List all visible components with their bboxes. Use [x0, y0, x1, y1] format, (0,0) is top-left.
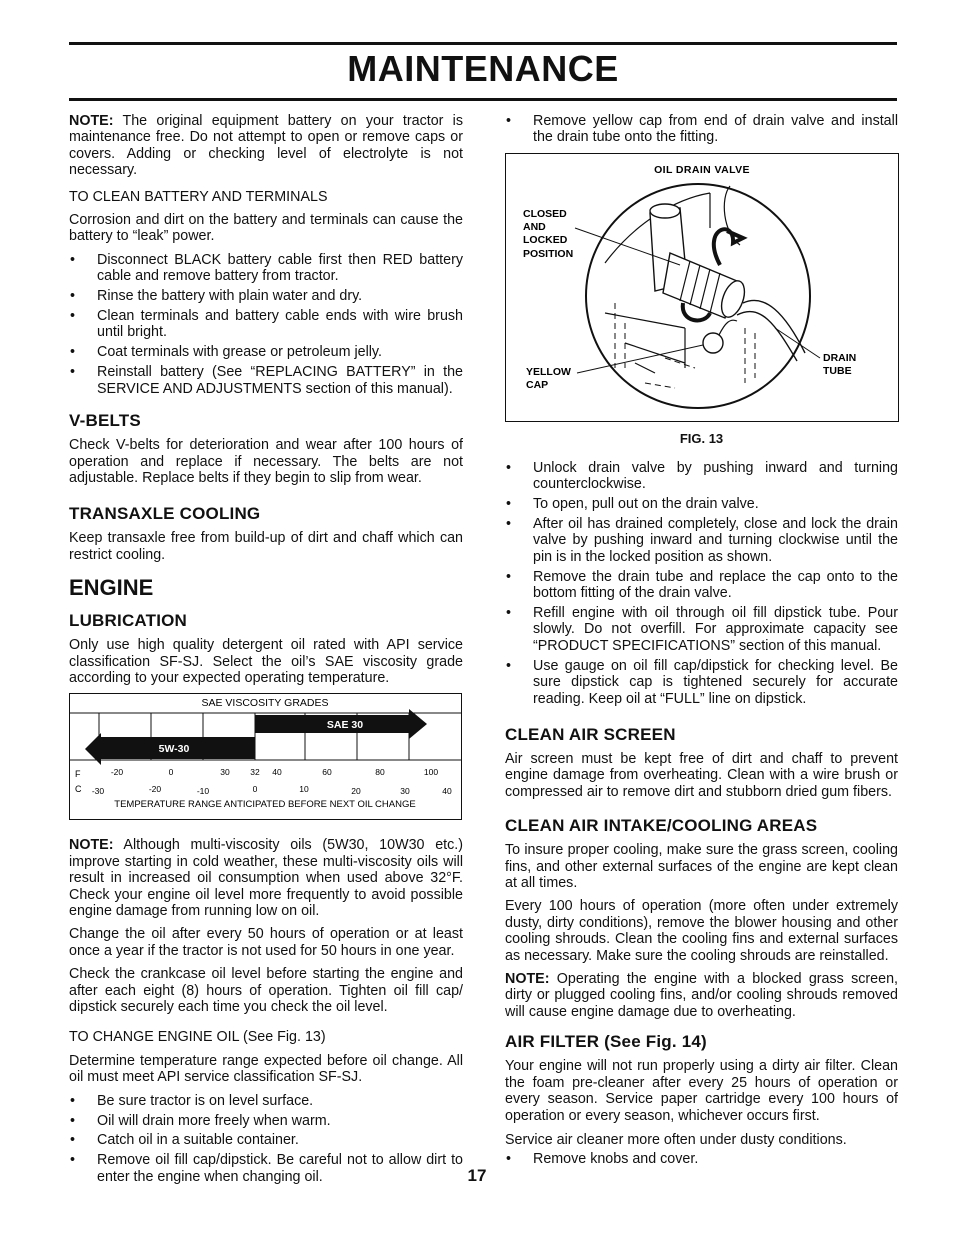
- closed-label: CLOSED: [523, 207, 567, 220]
- list-item: • Be sure tractor is on level surface.: [69, 1093, 463, 1109]
- drain-tube-label: TUBE: [823, 364, 852, 377]
- check-crankcase: Check the crankcase oil level before starting the engine and after each eight (8) hours of operation. Tighten oil fill cap/ dipstick securely each time you check the oil level.: [69, 966, 463, 1015]
- oil-drain-valve-figure: [505, 153, 900, 423]
- lubrication-heading: LUBRICATION: [69, 611, 188, 631]
- 5w30-label: 5W-30: [158, 743, 190, 756]
- figure-caption: FIG. 13: [679, 430, 724, 446]
- viscosity-chart-footer: TEMPERATURE RANGE ANTICIPATED BEFORE NEXT OIL CHANGE: [114, 799, 416, 811]
- c-tick: -10: [196, 786, 210, 797]
- list-item: • Remove the drain tube and replace the cap onto to the bottom fitting of the drain valve.: [505, 569, 898, 602]
- valve-top: [650, 204, 680, 218]
- celsius-label: C: [75, 784, 82, 795]
- multi-viscosity-note: NOTE: Although multi-viscosity oils (5W30, 10W30 etc.) improve starting in cold weather, these multi-viscosity oils will result in increased oil consumption when used above 32°F. Check your engine oil level more frequently to avoid possible engine damage from running low on oil.: [69, 837, 463, 919]
- list-item: • Clean terminals and battery cable ends with wire brush until bright.: [69, 308, 463, 341]
- transaxle-text: Keep transaxle free from build-up of dirt and chaff which can restrict cooling.: [69, 530, 463, 563]
- clean-air-intake-text-2: Every 100 hours of operation (more often under extremely dusty, dirty conditions), remove the blower housing and other cooling shrouds. Clean the cooling fins and external surfaces as necessary. Make sure the cooling shrouds are reinstalled.: [505, 898, 898, 964]
- vbelts-heading: V-BELTS: [69, 411, 141, 431]
- left-column: [69, 113, 463, 1191]
- change-oil-heading: TO CHANGE ENGINE OIL (See Fig. 13): [69, 1029, 326, 1046]
- intake-note: NOTE: Operating the engine with a blocked grass screen, dirty or plugged cooling fins, and/or cooling shrouds removed will cause engine damage due to overheating.: [505, 971, 898, 1020]
- closed-label: AND: [523, 220, 546, 233]
- list-item: • Remove oil fill cap/dipstick. Be careful not to allow dirt to enter the engine when changing oil.: [69, 1152, 463, 1185]
- yellow-cap: [703, 333, 723, 353]
- closed-label: POSITION: [523, 247, 574, 260]
- f-tick: 80: [375, 767, 385, 778]
- change-oil-intro: Determine temperature range expected before oil change. All oil must meet API service classification SF-SJ.: [69, 1052, 463, 1086]
- page-number: 17: [467, 1166, 487, 1185]
- c-tick: 20: [351, 786, 361, 797]
- yellow-cap-label: YELLOW: [526, 365, 571, 378]
- air-filter-heading: AIR FILTER (See Fig. 14): [505, 1032, 707, 1052]
- top-rule: [69, 42, 897, 45]
- air-filter-text-2: Service air cleaner more often under dusty conditions.: [505, 1131, 847, 1148]
- clean-battery-intro: Corrosion and dirt on the battery and terminals can cause the battery to “leak” power.: [69, 212, 463, 245]
- list-item: • Disconnect BLACK battery cable first then RED battery cable and remove battery from tractor.: [69, 252, 463, 285]
- sae30-label: SAE 30: [326, 719, 364, 732]
- engine-heading: ENGINE: [69, 575, 154, 601]
- list-item: • Coat terminals with grease or petroleum jelly.: [69, 344, 463, 360]
- list-item: • Rinse the battery with plain water and dry.: [69, 288, 463, 304]
- oil-change-interval: Change the oil after every 50 hours of operation or at least once a year if the tractor is not used for 50 hours in one year.: [69, 926, 463, 959]
- c-tick: -20: [148, 784, 162, 795]
- battery-steps-list: [69, 252, 463, 397]
- f-tick: 30: [220, 767, 230, 778]
- c-tick: 30: [400, 786, 410, 797]
- c-tick: 10: [299, 784, 309, 795]
- c-tick: -30: [91, 786, 105, 797]
- f-tick: 60: [322, 767, 332, 778]
- air-filter-text: Your engine will not run properly using a dirty air filter. Clean the foam pre-cleaner after every 25 hours of operation or every season. Service paper cartridge every 100 hours of operation or every season, whichever occurs first.: [505, 1058, 898, 1124]
- f-tick: 0: [168, 767, 174, 778]
- list-item: • To open, pull out on the drain valve.: [505, 496, 898, 512]
- clean-air-screen-text: Air screen must be kept free of dirt and chaff to prevent engine damage from overheating. Clean with a wire brush or compressed air to remove dirt and stubborn dried gum fibers.: [505, 751, 898, 800]
- clean-air-screen-heading: CLEAN AIR SCREEN: [505, 725, 676, 744]
- c-tick: 40: [442, 786, 452, 797]
- c-tick: 0: [252, 784, 258, 795]
- drain-steps-list: [505, 460, 898, 707]
- list-item: • Refill engine with oil through oil fill dipstick tube. Pour slowly. Do not overfill. For approximate capacity see “PRODUCT SPECIFICATIONS” section of this manual.: [505, 605, 898, 654]
- f-tick: 40: [272, 767, 282, 778]
- viscosity-chart-title: SAE VISCOSITY GRADES: [201, 697, 329, 710]
- list-item: • Reinstall battery (See “REPLACING BATTERY” in the SERVICE AND ADJUSTMENTS section of this manual).: [69, 364, 463, 397]
- list-item: • After oil has drained completely, close and lock the drain valve by pushing inward and turning clockwise until the pin is in the locked position as shown.: [505, 516, 898, 565]
- page-title: MAINTENANCE: [347, 48, 619, 89]
- fahrenheit-label: F: [75, 769, 81, 780]
- f-tick: 32: [250, 767, 260, 778]
- clean-air-intake-heading: CLEAN AIR INTAKE/COOLING AREAS: [505, 816, 818, 836]
- list-item: • Remove yellow cap from end of drain valve and install the drain tube onto the fitting.: [505, 113, 898, 146]
- list-item: • Unlock drain valve by pushing inward and turning counterclockwise.: [505, 460, 898, 493]
- title-rule: [69, 98, 897, 101]
- clean-air-intake-text: To insure proper cooling, make sure the grass screen, cooling fins, and other external surfaces of the engine are kept clean at all times.: [505, 842, 898, 892]
- list-item: • Catch oil in a suitable container.: [69, 1132, 463, 1148]
- list-item: • Remove knobs and cover.: [505, 1151, 898, 1167]
- f-tick: 100: [423, 767, 439, 778]
- drain-tube-steps-list: [505, 113, 898, 146]
- figure-title: OIL DRAIN VALVE: [654, 163, 750, 176]
- closed-label: LOCKED: [523, 233, 568, 246]
- list-item: • Use gauge on oil fill cap/dipstick for checking level. Be sure dipstick cap is tightened securely for accurate reading. Keep oil at “FULL” line on dipstick.: [505, 658, 898, 707]
- f-tick: -20: [110, 767, 124, 778]
- yellow-cap-label: CAP: [526, 378, 549, 391]
- right-column: [505, 113, 898, 1174]
- vbelts-text: Check V-belts for deterioration and wear after 100 hours of operation and replace if necessary. The belts are not adjustable. Replace belts if they begin to slip from wear.: [69, 437, 463, 486]
- battery-note: NOTE: The original equipment battery on your tractor is maintenance free. Do not attempt to open or remove caps or covers. Adding or checking level of electrolyte is not necessary.: [69, 113, 463, 179]
- drain-tube-label: DRAIN: [823, 351, 857, 364]
- lubrication-text: Only use high quality detergent oil rated with API service classification SF-SJ. Select the oil’s SAE viscosity grade according to your expected operating temperature.: [69, 637, 463, 686]
- transaxle-heading: TRANSAXLE COOLING: [69, 504, 261, 524]
- clean-battery-heading: TO CLEAN BATTERY AND TERMINALS: [69, 188, 328, 205]
- list-item: • Oil will drain more freely when warm.: [69, 1113, 463, 1129]
- viscosity-chart: [69, 693, 463, 821]
